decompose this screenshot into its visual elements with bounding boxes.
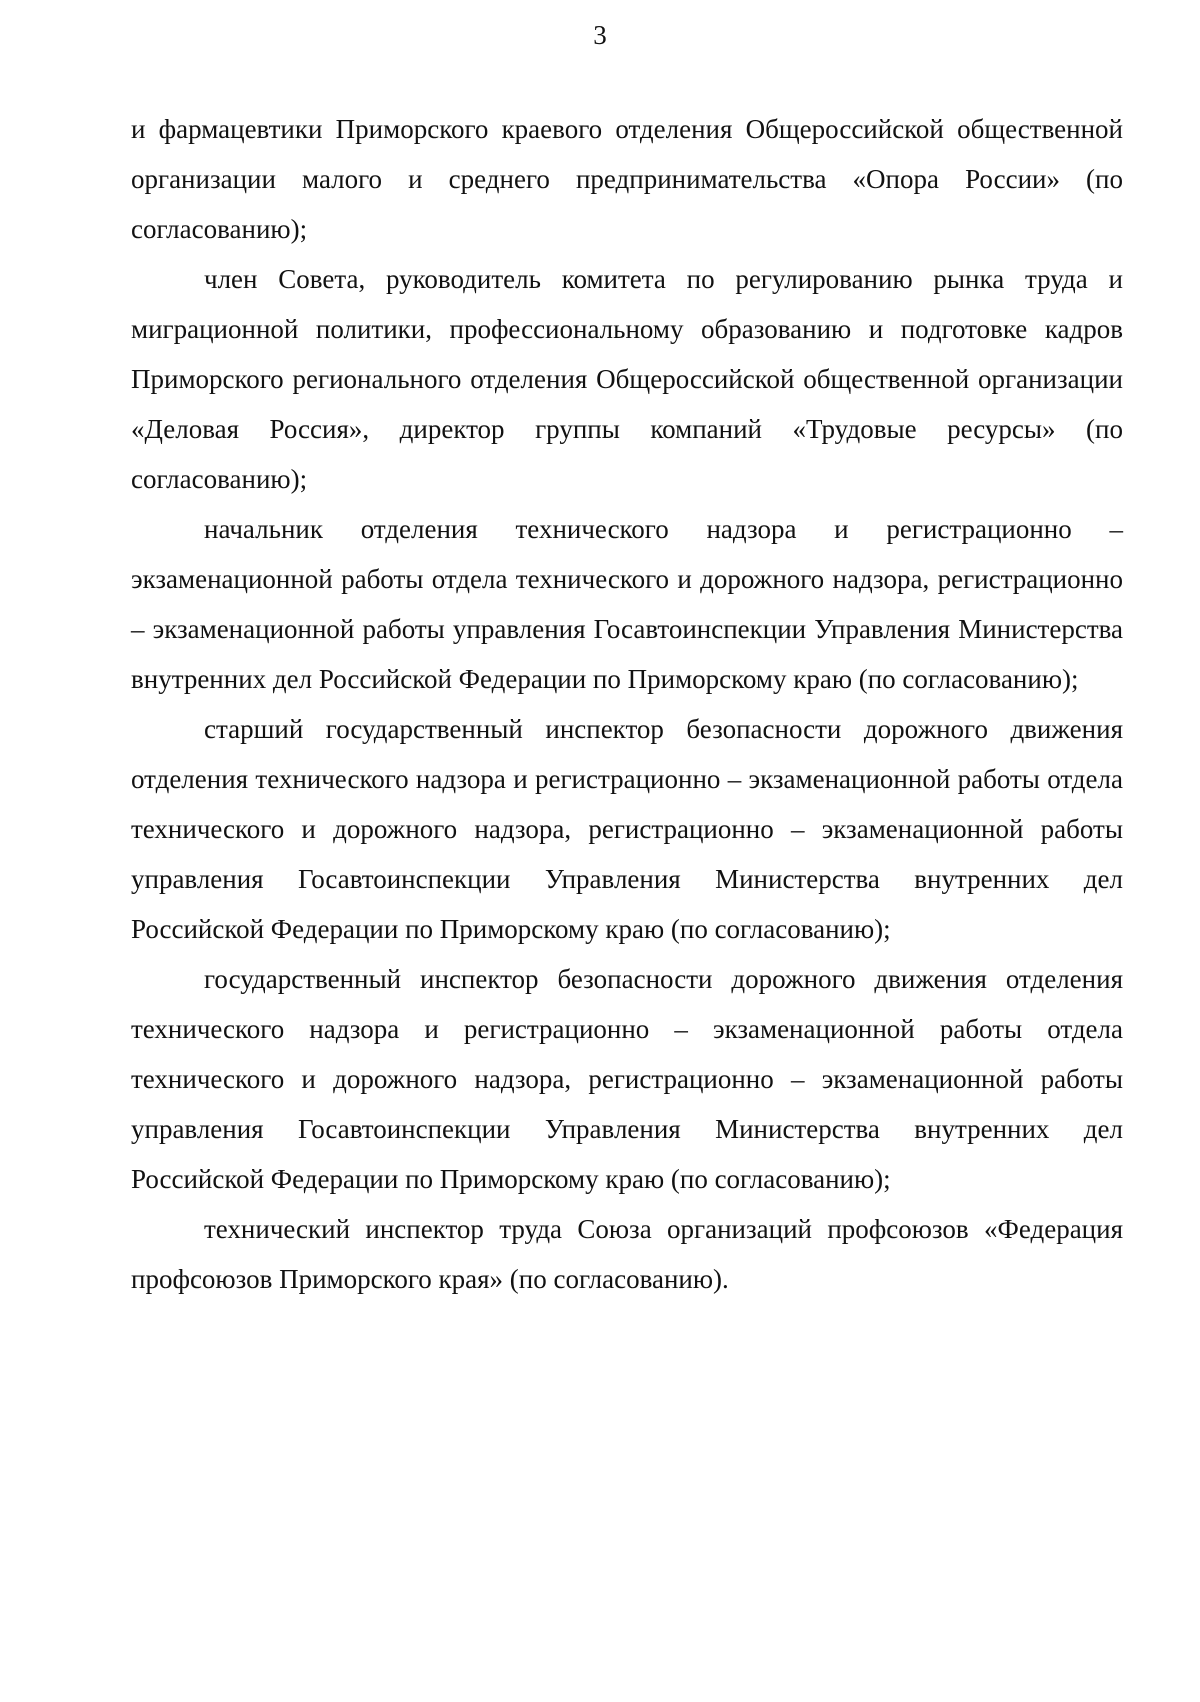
paragraph-senior-state-inspector: старший государственный инспектор безопасности дорожного движения отделения технического надзора и регистрационно – экзаменационной работы отдела технического и дорожного надзора, регистрационно – экзаменационной работы управления Госавтоинспекции Управления Министерства внутренних дел Российской Федерации по Приморскому краю (по согласованию); xyxy=(131,714,1123,944)
paragraph-member-delovaya-rossiya: член Совета, руководитель комитета по регулированию рынка труда и миграционной политики, профессиональному образованию и подготовке кадров Приморского регионального отделения Общероссийской общественной организации «Деловая Россия», директор группы компаний «Трудовые ресурсы» (по согласованию); xyxy=(131,264,1123,494)
paragraph-continuation: и фармацевтики Приморского краевого отделения Общероссийской общественной организации малого и среднего предпринимательства «Опора России» (по согласованию); xyxy=(131,114,1123,244)
paragraph-head-technical-supervision: начальник отделения технического надзора и регистрационно – экзаменационной работы отдела технического и дорожного надзора, регистрационно – экзаменационной работы управления Госавтоинспекции Управления Министерства внутренних дел Российской Федерации по Приморскому краю (по согласованию); xyxy=(131,514,1123,694)
paragraph-technical-labor-inspector: технический инспектор труда Союза организаций профсоюзов «Федерация профсоюзов Приморского края» (по согласованию). xyxy=(131,1214,1123,1294)
page-number: 3 xyxy=(593,20,607,50)
document-body xyxy=(131,104,1123,1304)
paragraph-state-inspector: государственный инспектор безопасности дорожного движения отделения технического надзора и регистрационно – экзаменационной работы отдела технического и дорожного надзора, регистрационно – экзаменационной работы управления Госавтоинспекции Управления Министерства внутренних дел Российской Федерации по Приморскому краю (по согласованию); xyxy=(131,964,1123,1194)
